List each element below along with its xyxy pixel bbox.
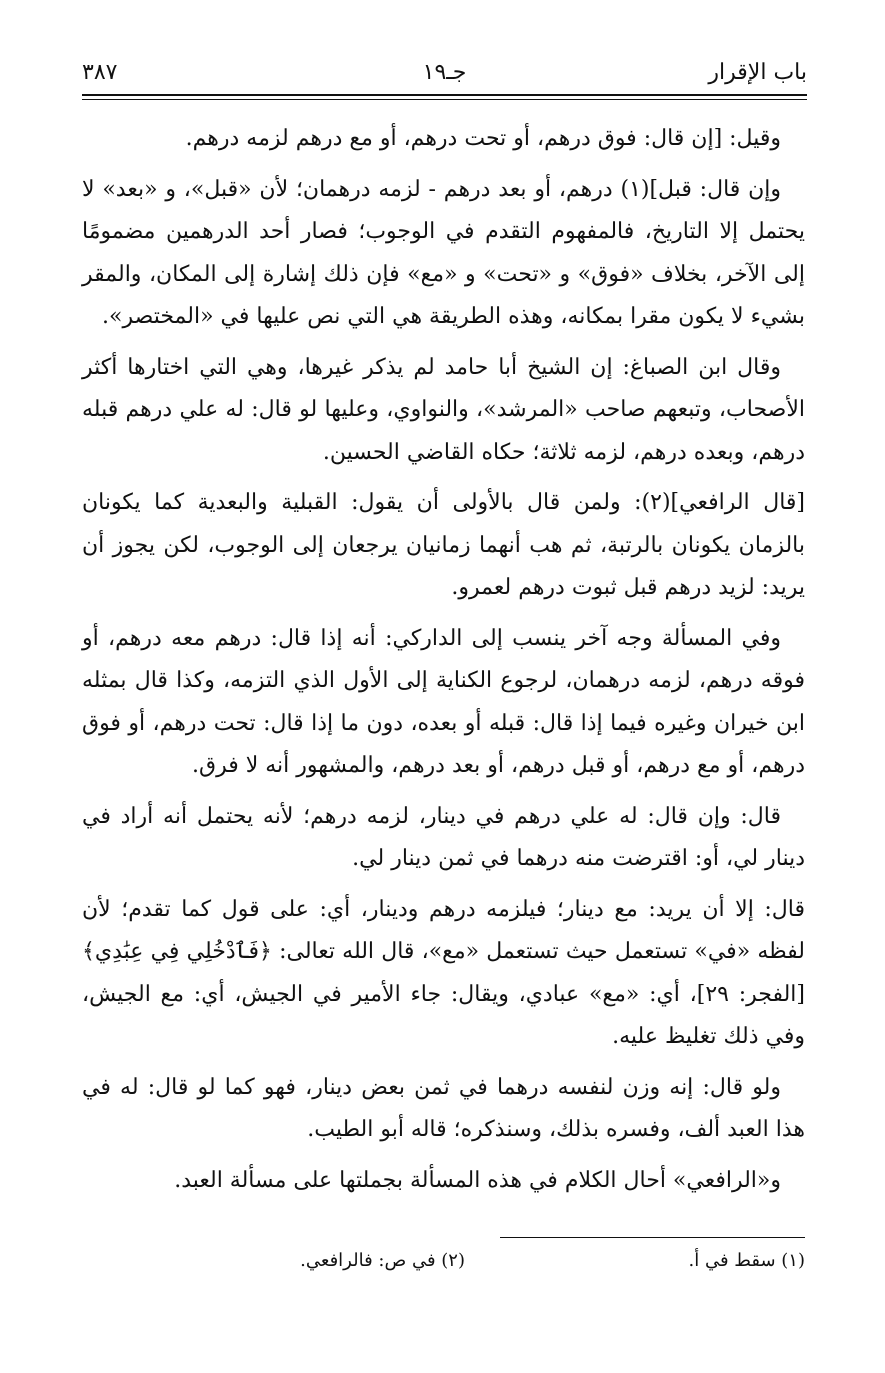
paragraph: و«الرافعي» أحال الكلام في هذه المسألة بجملتها على مسألة العبد. <box>174 1167 781 1193</box>
paragraph: وإن قال: قبل](١) درهم، أو بعد درهم - لزمه درهمان؛ لأن «قبل»، و «بعد» لا يحتمل إلا التاريخ، فالمفهوم التقدم في الوجوب؛ فصار أحد الدرهمين مضمومًا إلى الآخر، بخلاف «فوق» و «تحت» و «مع» فإن ذلك إشارة إلى المكان، والمقر بشيء لا يكون مقرا بمكانه، وهذه الطريقة هي التي نص عليها في «المختصر». <box>82 176 805 329</box>
paragraph: ولو قال: إنه وزن لنفسه درهما في ثمن بعض دينار، فهو كما لو قال: له في هذا العبد ألف، وفسره بذلك، وسنذكره؛ قاله أبو الطيب. <box>82 1074 805 1142</box>
footnote-1: (١) سقط في أ. <box>688 1250 805 1271</box>
paragraph: قال: وإن قال: له علي درهم في دينار، لزمه درهم؛ لأنه يحتمل أنه أراد في دينار لي، أو: اقترضت منه درهما في ثمن دينار لي. <box>82 803 805 871</box>
header-rule-thin <box>82 99 807 100</box>
paragraph: قال: إلا أن يريد: مع دينار؛ فيلزمه درهم ودينار، أي: على قول كما تقدم؛ لأن لفظه «في» تستعمل حيث تستعمل «مع»، قال الله تعالى: ﴿فَٱدْخُلِي فِي عِبَٰدِي﴾ [الفجر: ٢٩]، أي: «مع» عبادي، ويقال: جاء الأمير في الجيش، أي: مع الجيش، وفي ذلك تغليظ عليه. <box>82 896 805 1049</box>
footnote-2: (٢) في ص: فالرافعي. <box>300 1250 465 1271</box>
page-number: ٣٨٧ <box>82 60 118 85</box>
paragraph: وفي المسألة وجه آخر ينسب إلى الداركي: أنه إذا قال: درهم معه درهم، أو فوقه درهم، لزمه درهمان، لرجوع الكناية إلى الأول الذي التزمه، وكذا قال بمثله ابن خيران وغيره فيما إذا قال: قبله أو بعده، دون ما إذا قال: تحت درهم، أو فوق درهم، أو مع درهم، أو قبل درهم، أو بعد درهم، والمشهور أنه لا فرق. <box>82 625 805 778</box>
paragraph: وقيل: [إن قال: فوق درهم، أو تحت درهم، أو مع درهم لزمه درهم. <box>185 126 781 151</box>
running-header <box>82 52 807 92</box>
paragraph: وقال ابن الصباغ: إن الشيخ أبا حامد لم يذكر غيرها، وهي التي اختارها أكثر الأصحاب، وتبعهم صاحب «المرشد»، والنواوي، وعليها لو قال: له علي درهم قبله درهم، وبعده درهم، لزمه ثلاثة؛ حكاه القاضي الحسين. <box>82 354 805 465</box>
footnote-separator <box>500 1237 805 1238</box>
paragraph: [قال الرافعي](٢): ولمن قال بالأولى أن يقول: القبلية والبعدية كما يكونان بالزمان يكونان بالرتبة، ثم هب أنهما زمانيان يرجعان إلى الوجوب، لكن يجوز أن يريد: لزيد درهم قبل ثبوت درهم لعمرو. <box>82 490 805 600</box>
volume-label: جـ١٩ <box>422 60 467 85</box>
main-text <box>82 118 805 1210</box>
chapter-title: باب الإقرار <box>708 60 807 85</box>
header-rule-thick <box>82 94 807 96</box>
